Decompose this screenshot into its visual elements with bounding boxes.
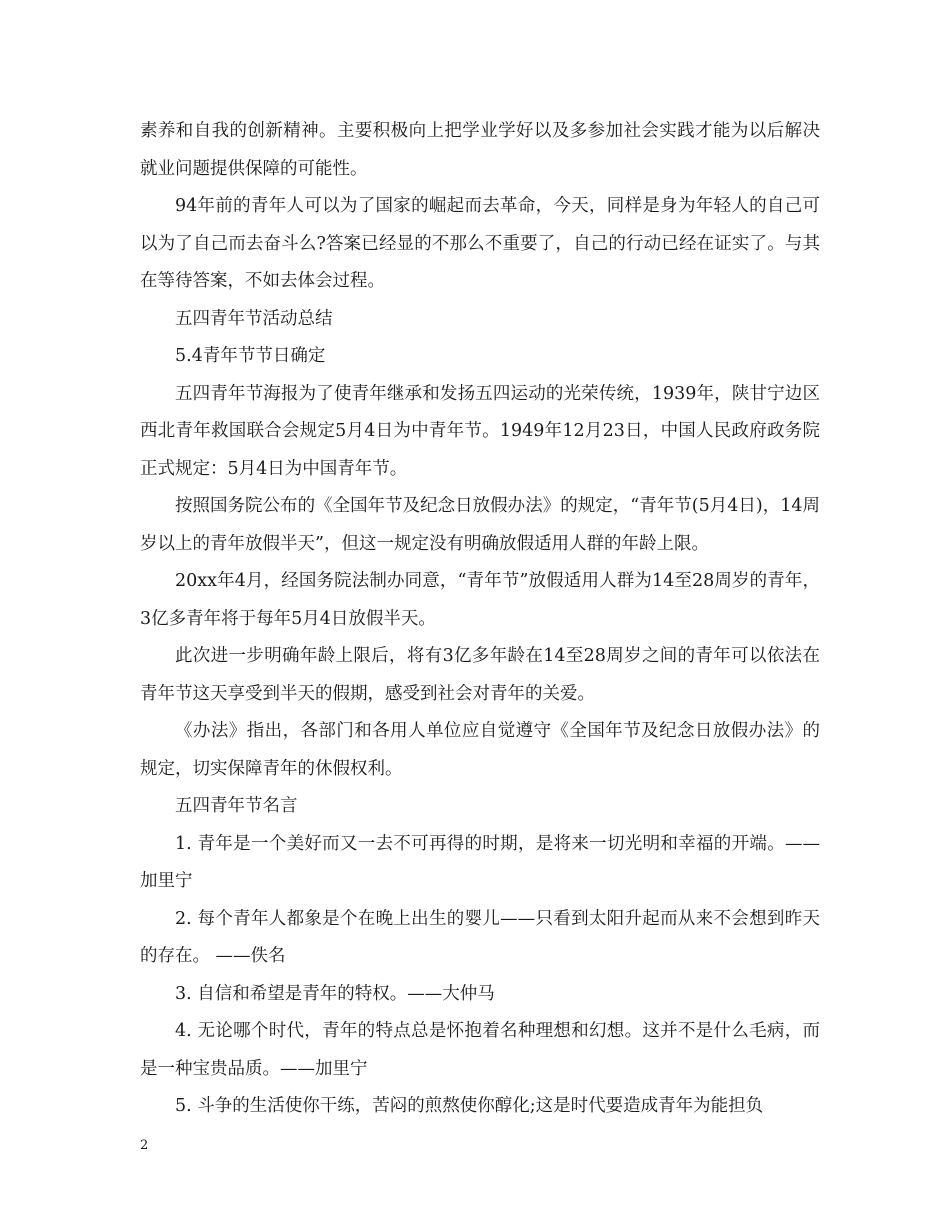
paragraph: 5. 斗争的生活使你干练，苦闷的煎熬使你醇化;这是时代要造成青年为能担负 bbox=[175, 1096, 764, 1116]
paragraph: 此次进一步明确年龄上限后，将有3亿多年龄在14至28周岁之间的青年可以依法在青年节这天享受到半天的假期，感受到社会对青年的关爱。 bbox=[140, 646, 820, 704]
paragraph: 94年前的青年人可以为了国家的崛起而去革命，今天，同样是身为年轻人的自己可以为了自己而去奋斗么?答案已经显的不那么不重要了，自己的行动已经在证实了。与其在等待答案，不如去体会过程。 bbox=[140, 196, 820, 291]
page-number: 2 bbox=[140, 1138, 149, 1153]
paragraph: 4. 无论哪个时代，青年的特点总是怀抱着名种理想和幻想。这并不是什么毛病，而是一种宝贵品质。——加里宁 bbox=[140, 1021, 820, 1079]
paragraph: 按照国务院公布的《全国年节及纪念日放假办法》的规定，“青年节(5月4日)，14周岁以上的青年放假半天”，但这一规定没有明确放假适用人群的年龄上限。 bbox=[140, 496, 820, 554]
paragraph: 5.4青年节节日确定 bbox=[175, 346, 326, 366]
paragraph: 3. 自信和希望是青年的特权。——大仲马 bbox=[175, 983, 495, 1004]
paragraph: 素养和自我的创新精神。主要积极向上把学业学好以及多参加社会实践才能为以后解决就业问题提供保障的可能性。 bbox=[140, 121, 820, 179]
paragraph: 《办法》指出，各部门和各用人单位应自觉遵守《全国年节及纪念日放假办法》的规定，切实保障青年的休假权利。 bbox=[140, 721, 820, 779]
paragraph: 五四青年节海报为了使青年继承和发扬五四运动的光荣传统，1939年，陕甘宁边区西北青年救国联合会规定5月4日为中青年节。1949年12月23日，中国人民政府政务院正式规定：5月4日为中国青年节。 bbox=[140, 383, 820, 479]
paragraph: 20xx年4月，经国务院法制办同意，“青年节”放假适用人群为14至28周岁的青年，3亿多青年将于每年5月4日放假半天。 bbox=[140, 571, 820, 629]
document-body bbox=[140, 113, 820, 1126]
paragraph: 2. 每个青年人都象是个在晚上出生的婴儿——只看到太阳升起而从来不会想到昨天的存在。 ——佚名 bbox=[140, 908, 820, 966]
paragraph: 五四青年节名言 bbox=[175, 796, 298, 816]
paragraph: 1. 青年是一个美好而又一去不可再得的时期，是将来一切光明和幸福的开端。——加里宁 bbox=[140, 833, 820, 891]
paragraph: 五四青年节活动总结 bbox=[175, 308, 333, 329]
